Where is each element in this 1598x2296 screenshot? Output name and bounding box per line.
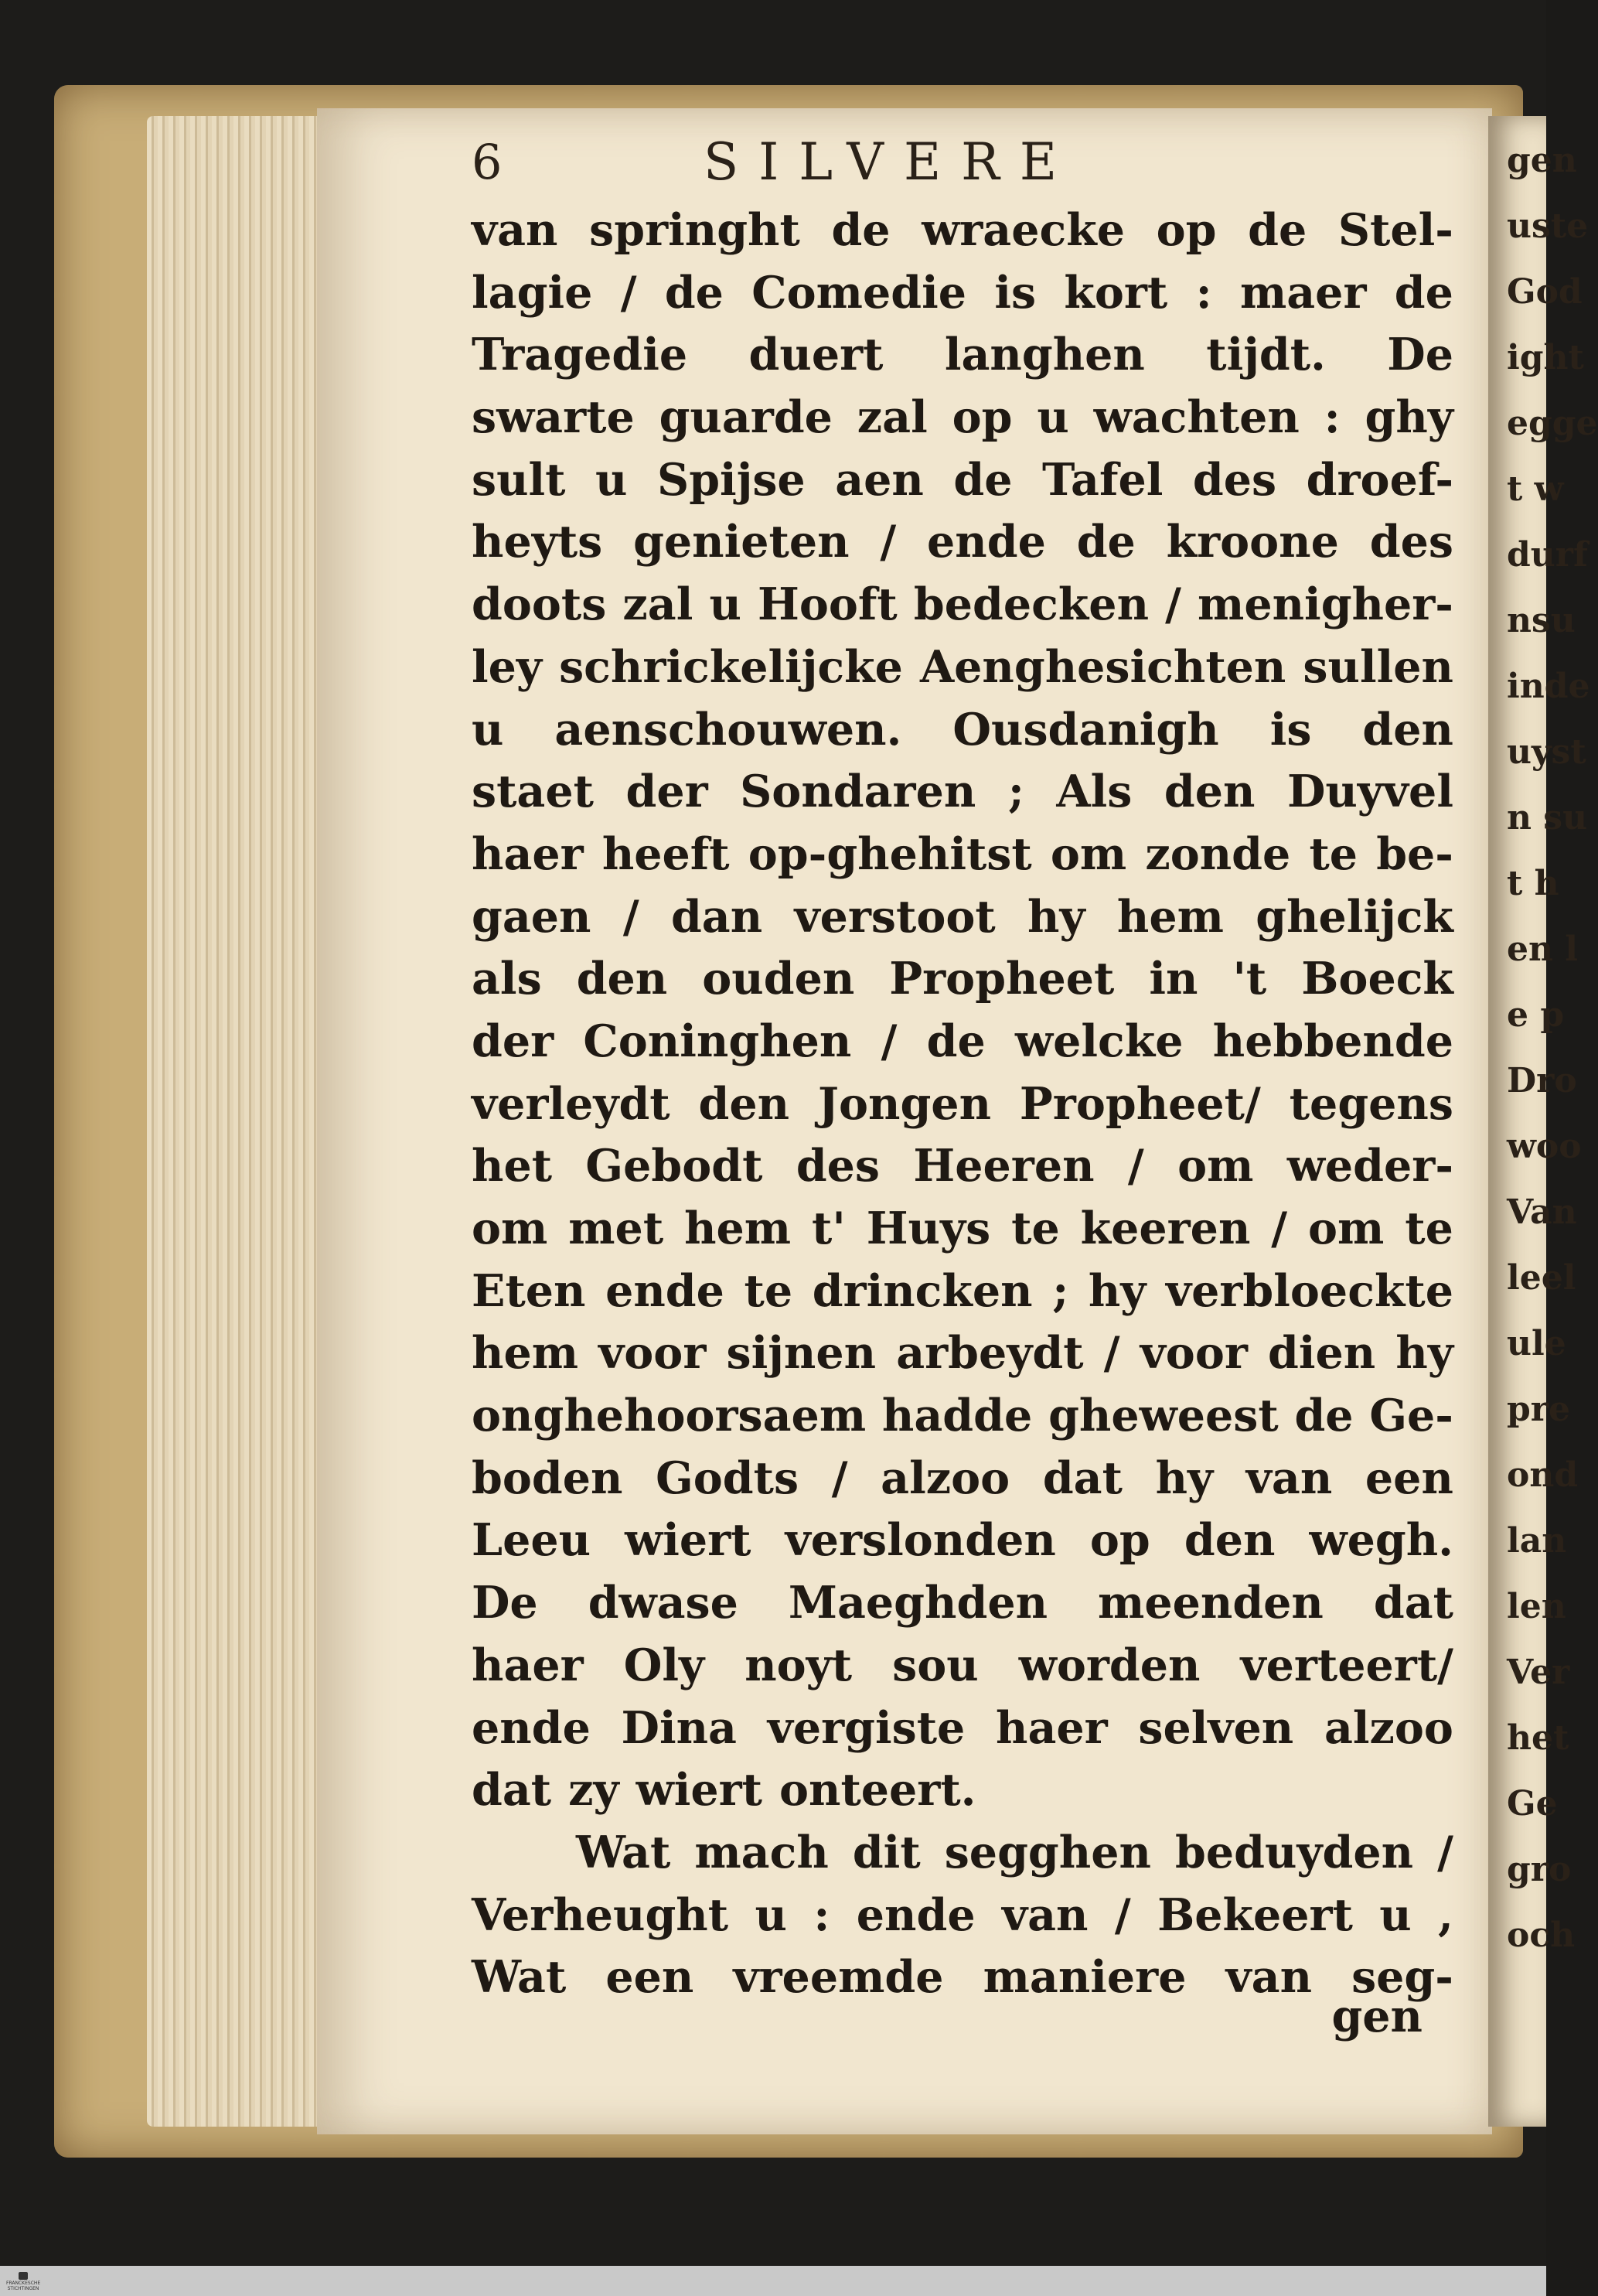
word: / xyxy=(620,266,637,319)
adjacent-page-fragment: ule xyxy=(1507,1324,1566,1363)
text-line xyxy=(472,262,1453,325)
adjacent-page-fragment: gro xyxy=(1507,1850,1572,1889)
adjacent-page-fragment: uste xyxy=(1507,206,1589,246)
word: ouden xyxy=(702,953,855,1005)
word: om xyxy=(1308,1203,1385,1254)
adjacent-page-fragment: e p xyxy=(1507,995,1565,1035)
word: / xyxy=(1271,1203,1288,1254)
word: op xyxy=(1089,1514,1150,1567)
adjacent-page-fragment: ight xyxy=(1507,338,1584,377)
word: beduyden xyxy=(1174,1826,1414,1878)
text-line xyxy=(472,1135,1453,1198)
word: u xyxy=(1037,391,1069,444)
word: hem xyxy=(472,1327,579,1380)
adjacent-page-fragment: pre xyxy=(1507,1390,1570,1429)
adjacent-page-fragment: Ge xyxy=(1507,1784,1558,1823)
word: te xyxy=(1011,1203,1060,1254)
text-line xyxy=(472,636,1453,699)
text-line xyxy=(472,1635,1453,1697)
word: Wat xyxy=(472,1951,567,2004)
word: u xyxy=(1379,1888,1412,1941)
word: wraecke xyxy=(922,204,1125,256)
word: de xyxy=(831,204,891,256)
adjacent-page-fragment: Van xyxy=(1507,1192,1577,1232)
adjacent-page-fragment: leel xyxy=(1507,1258,1576,1298)
word: hy xyxy=(1027,890,1085,943)
word: op xyxy=(1156,204,1217,256)
word: staet xyxy=(472,766,594,818)
word: de xyxy=(664,266,724,319)
word: meenden xyxy=(1098,1577,1324,1629)
word: seg- xyxy=(1351,1951,1453,2004)
adjacent-page-fragment: en l xyxy=(1507,930,1579,969)
text-line xyxy=(472,1385,1453,1448)
word: verteert/ xyxy=(1240,1639,1453,1691)
word: op xyxy=(952,391,1013,444)
adjacent-page-fragment: inde xyxy=(1507,667,1590,706)
word: guarde xyxy=(659,391,833,444)
word: vergiste xyxy=(767,1701,966,1754)
word: zal xyxy=(857,391,928,444)
word: Propheet xyxy=(889,953,1115,1005)
word: Spijse xyxy=(657,453,806,506)
word: is xyxy=(994,266,1037,319)
word: selven xyxy=(1138,1701,1294,1754)
word: in xyxy=(1149,953,1198,1005)
word: heeft xyxy=(601,827,730,880)
word: Jongen xyxy=(818,1077,992,1130)
text-line xyxy=(472,1822,1453,1885)
text-line xyxy=(472,824,1453,886)
word: de xyxy=(926,1015,986,1067)
word: te xyxy=(1309,827,1358,880)
word: onghehoorsaem xyxy=(472,1390,867,1442)
word: De xyxy=(472,1577,538,1629)
word: hebbende xyxy=(1212,1015,1453,1067)
word: ; xyxy=(1007,766,1024,818)
word: Huys xyxy=(866,1203,991,1254)
text-line xyxy=(472,1946,1453,2009)
text-line xyxy=(472,1448,1453,1510)
word: wegh. xyxy=(1309,1514,1453,1567)
adjacent-page-fragment: durf xyxy=(1507,535,1588,575)
word: alzoo xyxy=(1324,1701,1453,1754)
word: Bekeert xyxy=(1157,1888,1353,1941)
text-line xyxy=(472,1572,1453,1635)
word: : xyxy=(1195,266,1212,319)
adjacent-page-fragment: nsu xyxy=(1507,601,1576,640)
word: tegens xyxy=(1289,1077,1453,1130)
page-number: 6 xyxy=(472,134,503,190)
word: Sondaren xyxy=(740,766,976,818)
word: de xyxy=(1076,516,1136,568)
word: dat xyxy=(472,1764,552,1817)
word: dwase xyxy=(588,1577,738,1629)
word: hy xyxy=(1155,1452,1214,1504)
word: / xyxy=(1114,1888,1131,1941)
word: hy xyxy=(1088,1264,1147,1317)
word: hem xyxy=(1116,890,1224,943)
word: maniere xyxy=(983,1951,1187,2004)
word: om xyxy=(1050,827,1127,880)
word: maer xyxy=(1239,266,1367,319)
word: de xyxy=(953,453,1013,506)
word: den xyxy=(1164,766,1256,818)
viewer-footer xyxy=(0,2266,1546,2296)
word: ende xyxy=(605,1264,724,1317)
word: dat xyxy=(1373,1577,1453,1629)
word: van xyxy=(1001,1888,1089,1941)
word: doots xyxy=(472,578,607,631)
adjacent-page-fragment: lan xyxy=(1507,1521,1567,1561)
catchword: gen xyxy=(1331,1991,1423,2042)
word: worden xyxy=(1018,1639,1201,1691)
word: het xyxy=(472,1140,553,1192)
archive-logo-icon xyxy=(19,2272,28,2280)
word: verstoot xyxy=(794,890,996,943)
word: een xyxy=(605,1951,694,2004)
word: springht xyxy=(589,204,800,256)
page-header xyxy=(472,131,1453,193)
word: van xyxy=(1245,1452,1333,1504)
adjacent-page-fragment: woo xyxy=(1507,1127,1582,1166)
word: de xyxy=(1248,204,1307,256)
word: zy xyxy=(568,1764,619,1817)
word: keeren xyxy=(1080,1203,1251,1254)
word: / xyxy=(881,1015,898,1067)
word: Wat xyxy=(576,1826,671,1878)
word: swarte xyxy=(472,391,635,444)
word: heyts xyxy=(472,516,603,568)
adjacent-page-fragment: Dro xyxy=(1507,1061,1577,1100)
word: sullen xyxy=(1303,640,1453,693)
word: des xyxy=(1369,516,1453,568)
word: Propheet/ xyxy=(1019,1077,1261,1130)
word: Leeu xyxy=(472,1514,591,1567)
word: , xyxy=(1438,1888,1453,1941)
word: Ousdanigh xyxy=(952,703,1219,756)
running-head: SILVERE xyxy=(704,132,1077,192)
word: van xyxy=(472,204,558,256)
word: verslonden xyxy=(785,1514,1056,1567)
word: de xyxy=(1294,1390,1354,1442)
word: segghen xyxy=(944,1826,1151,1878)
text-line xyxy=(472,324,1453,387)
text-line xyxy=(472,200,1453,262)
word: ; xyxy=(1052,1264,1069,1317)
word: wiert xyxy=(635,1764,762,1817)
word: Stel- xyxy=(1337,204,1453,256)
adjacent-page-fragment: gen xyxy=(1507,141,1577,180)
word: sult xyxy=(472,453,566,506)
word: schrickelijcke xyxy=(559,640,903,693)
word: haer xyxy=(472,1639,584,1691)
word: haer xyxy=(472,827,584,880)
word: arbeydt xyxy=(896,1327,1084,1380)
text-line xyxy=(472,574,1453,636)
adjacent-page-fragment: n su xyxy=(1507,798,1588,838)
text-line xyxy=(472,1073,1453,1136)
word: der xyxy=(472,1015,554,1067)
word: haer xyxy=(996,1701,1108,1754)
word: om xyxy=(472,1203,548,1254)
archive-logo-line2: STICHTINGEN xyxy=(7,2286,39,2291)
word: verleydt xyxy=(472,1077,670,1130)
word: met xyxy=(568,1203,664,1254)
word: van xyxy=(1225,1951,1313,2004)
word: genieten xyxy=(633,516,850,568)
word: lagie xyxy=(472,266,593,319)
word: kort xyxy=(1064,266,1168,319)
body-text xyxy=(472,200,1453,2009)
text-line xyxy=(472,1759,1453,1822)
archive-logo xyxy=(6,2272,40,2292)
word: wachten xyxy=(1093,391,1300,444)
word: ghy xyxy=(1365,391,1453,444)
word: welcke xyxy=(1015,1015,1184,1067)
word: Coninghen xyxy=(583,1015,852,1067)
word: / xyxy=(1103,1327,1120,1380)
word: menigher- xyxy=(1198,578,1453,631)
word: Tafel xyxy=(1042,453,1164,506)
word: De xyxy=(1387,329,1453,381)
word: ende xyxy=(472,1701,591,1754)
word: te xyxy=(1405,1203,1453,1254)
word: sijnen xyxy=(726,1327,877,1380)
adjacent-page-fragment: len xyxy=(1507,1587,1566,1626)
word: mach xyxy=(694,1826,829,1878)
word: / xyxy=(1127,1140,1144,1192)
word: Aenghesichten xyxy=(919,640,1286,693)
word: Gebodt xyxy=(585,1140,763,1192)
word: Comedie xyxy=(751,266,967,319)
word: noyt xyxy=(744,1639,853,1691)
word: u xyxy=(595,453,628,506)
word: Verheught xyxy=(472,1888,729,1941)
word: den xyxy=(1184,1514,1276,1567)
word: hem xyxy=(684,1203,792,1254)
adjacent-page-fragment: God xyxy=(1507,272,1583,312)
word: tijdt. xyxy=(1206,329,1326,381)
word: u xyxy=(472,703,504,756)
word: gheweest xyxy=(1048,1390,1279,1442)
word: Tragedie xyxy=(472,329,688,381)
word: verbloeckte xyxy=(1165,1264,1453,1317)
word: / xyxy=(1165,578,1181,631)
adjacent-page-fragment: ond xyxy=(1507,1455,1579,1495)
word: ende xyxy=(856,1888,976,1941)
adjacent-page-fragment: t h xyxy=(1507,864,1559,903)
word: Als xyxy=(1056,766,1133,818)
word: Oly xyxy=(623,1639,705,1691)
adjacent-page-fragment: Ver xyxy=(1507,1653,1570,1692)
text-line xyxy=(472,511,1453,574)
text-line xyxy=(472,1261,1453,1323)
word: als xyxy=(472,953,542,1005)
word: Heeren xyxy=(913,1140,1095,1192)
word: sou xyxy=(892,1639,979,1691)
word: Godts xyxy=(656,1452,799,1504)
text-line xyxy=(472,449,1453,512)
word: voor xyxy=(598,1327,707,1380)
word: een xyxy=(1365,1452,1453,1504)
word: : xyxy=(813,1888,830,1941)
word: 't xyxy=(1232,953,1267,1005)
word: / xyxy=(1437,1826,1453,1878)
adjacent-page xyxy=(1488,116,1598,2127)
text-line xyxy=(472,1697,1453,1760)
word: u xyxy=(709,578,741,631)
archive-logo-line1: FRANCKESCHE xyxy=(6,2281,41,2286)
word: alzoo xyxy=(881,1452,1010,1504)
word: kroone xyxy=(1166,516,1339,568)
text-line xyxy=(472,1885,1453,1947)
adjacent-page-fragment: egge xyxy=(1507,404,1598,443)
word: weder- xyxy=(1286,1140,1453,1192)
word: den xyxy=(1362,703,1453,756)
word: dat xyxy=(1042,1452,1123,1504)
word: voor xyxy=(1140,1327,1248,1380)
word: / xyxy=(622,890,639,943)
word: duert xyxy=(748,329,884,381)
word: dan xyxy=(670,890,763,943)
word: t' xyxy=(812,1203,846,1254)
word: u xyxy=(755,1888,787,1941)
word: Ge- xyxy=(1369,1390,1453,1442)
text-line xyxy=(472,1322,1453,1385)
word: aenschouwen. xyxy=(554,703,902,756)
word: der xyxy=(625,766,708,818)
word: onteert. xyxy=(779,1764,976,1817)
word: Eten xyxy=(472,1264,586,1317)
word: ley xyxy=(472,640,543,693)
word: den xyxy=(698,1077,790,1130)
word: des xyxy=(796,1140,881,1192)
adjacent-page-fragment: uyst xyxy=(1507,732,1586,772)
text-line xyxy=(472,1011,1453,1073)
word: vreemde xyxy=(733,1951,944,2004)
word: boden xyxy=(472,1452,623,1504)
word: Boeck xyxy=(1301,953,1453,1005)
word: : xyxy=(1324,391,1341,444)
word: hadde xyxy=(881,1390,1033,1442)
word: ende xyxy=(927,516,1046,568)
adjacent-page-fragment: och xyxy=(1507,1916,1576,1955)
word: droef- xyxy=(1306,453,1453,506)
word: / xyxy=(880,516,897,568)
word: be- xyxy=(1376,827,1453,880)
word: om xyxy=(1177,1140,1254,1192)
word: te xyxy=(744,1264,793,1317)
word: / xyxy=(831,1452,848,1504)
word: langhen xyxy=(944,329,1145,381)
text-line xyxy=(472,1510,1453,1572)
word: zal xyxy=(622,578,693,631)
word: de xyxy=(1394,266,1453,319)
adjacent-page-fragment: t w xyxy=(1507,469,1564,509)
word: des xyxy=(1192,453,1277,506)
word: dien xyxy=(1268,1327,1376,1380)
word: Dina xyxy=(621,1701,737,1754)
text-line xyxy=(472,699,1453,762)
word: wiert xyxy=(625,1514,751,1567)
text-line xyxy=(472,948,1453,1011)
word: den xyxy=(576,953,668,1005)
word: zonde xyxy=(1145,827,1291,880)
text-line xyxy=(472,387,1453,449)
word: drincken xyxy=(812,1264,1033,1317)
word: op-ghehitst xyxy=(748,827,1032,880)
word: aen xyxy=(835,453,924,506)
adjacent-page-fragment: het xyxy=(1507,1718,1569,1758)
word: hy xyxy=(1395,1327,1453,1380)
word: ghelijck xyxy=(1256,890,1453,943)
word: gaen xyxy=(472,890,591,943)
word: Maeghden xyxy=(788,1577,1048,1629)
word: dit xyxy=(852,1826,921,1878)
word: Duyvel xyxy=(1286,766,1453,818)
word: Hooft xyxy=(758,578,898,631)
text-line xyxy=(472,886,1453,949)
text-line xyxy=(472,761,1453,824)
text-line xyxy=(472,1198,1453,1261)
word: is xyxy=(1269,703,1312,756)
word: bedecken xyxy=(913,578,1150,631)
